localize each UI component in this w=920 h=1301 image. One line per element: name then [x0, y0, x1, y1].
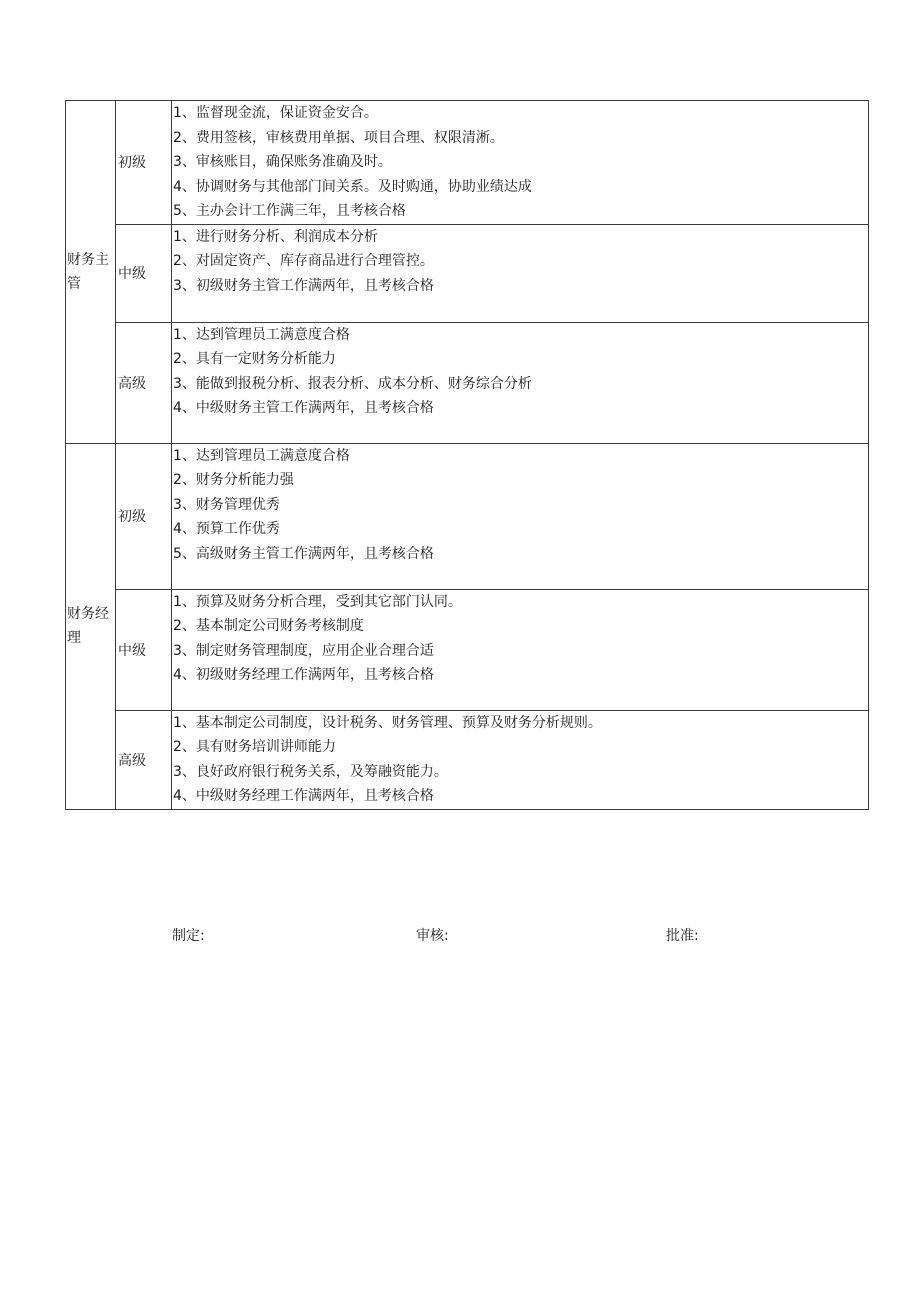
requirement-item: 4、协调财务与其他部门间关系。及时购通，协助业绩达成	[173, 178, 532, 195]
table-row	[66, 322, 869, 443]
requirements-cell	[172, 322, 869, 443]
level-label: 初级	[116, 443, 172, 589]
requirement-item: 1、预算及财务分析合理，受到其它部门认同。	[173, 593, 462, 610]
requirement-item: 3、初级财务主管工作满两年，且考核合格	[173, 277, 434, 294]
requirement-item: 1、监督现金流，保证资金安合。	[173, 105, 378, 121]
requirement-item: 5、主办会计工作满三年，且考核合格	[173, 203, 406, 219]
requirement-item: 1、基本制定公司制度，设计税务、财务管理、预算及财务分析规则。	[173, 714, 602, 731]
drafted-by-label: 制定:	[172, 928, 205, 944]
requirement-item: 1、达到管理员工满意度合格	[173, 326, 350, 343]
requirement-item: 2、基本制定公司财务考核制度	[173, 618, 364, 634]
position-title: 财务主管	[66, 101, 116, 444]
level-label: 中级	[116, 589, 172, 710]
requirement-item: 4、预算工作优秀	[173, 521, 280, 537]
requirement-item: 4、中级财务主管工作满两年，且考核合格	[173, 400, 434, 416]
promotion-requirements-table	[65, 100, 869, 810]
level-label: 初级	[116, 101, 172, 225]
table-row	[66, 101, 869, 225]
requirement-item: 1、达到管理员工满意度合格	[173, 447, 350, 464]
position-title: 财务经理	[66, 443, 116, 809]
requirements-cell	[172, 589, 869, 710]
table-row	[66, 224, 869, 322]
reviewed-by-label: 审核:	[416, 928, 449, 944]
requirement-item: 3、良好政府银行税务关系，及筹融资能力。	[173, 763, 448, 780]
table-row	[66, 710, 869, 809]
requirement-item: 2、具有财务培训讲师能力	[173, 739, 336, 755]
requirement-item: 4、初级财务经理工作满两年，且考核合格	[173, 667, 434, 683]
signature-footer	[0, 925, 920, 945]
requirement-item: 3、审核账目，确保账务准确及时。	[173, 154, 392, 170]
requirement-item: 3、制定财务管理制度，应用企业合理合适	[173, 642, 434, 659]
requirement-item: 4、中级财务经理工作满两年，且考核合格	[173, 788, 434, 804]
requirement-item: 3、财务管理优秀	[173, 496, 280, 513]
requirement-item: 2、财务分析能力强	[173, 472, 294, 488]
requirements-cell	[172, 710, 869, 809]
level-label: 中级	[116, 224, 172, 322]
approved-by-label: 批准:	[666, 928, 699, 944]
requirements-cell	[172, 443, 869, 589]
requirement-item: 2、具有一定财务分析能力	[173, 351, 336, 367]
requirement-item: 1、进行财务分析、利润成本分析	[173, 228, 378, 245]
requirement-item: 2、费用签核，审核费用单据、项目合理、权限清淅。	[173, 129, 504, 146]
requirement-item: 5、高级财务主管工作满两年，且考核合格	[173, 545, 434, 562]
level-label: 高级	[116, 322, 172, 443]
requirements-cell	[172, 224, 869, 322]
level-label: 高级	[116, 710, 172, 809]
table-row	[66, 443, 869, 589]
requirement-item: 3、能做到报税分析、报表分析、成本分析、财务综合分析	[173, 375, 532, 392]
requirements-cell	[172, 101, 869, 225]
requirement-item: 2、对固定资产、库存商品进行合理管控。	[173, 253, 434, 269]
table-row	[66, 589, 869, 710]
